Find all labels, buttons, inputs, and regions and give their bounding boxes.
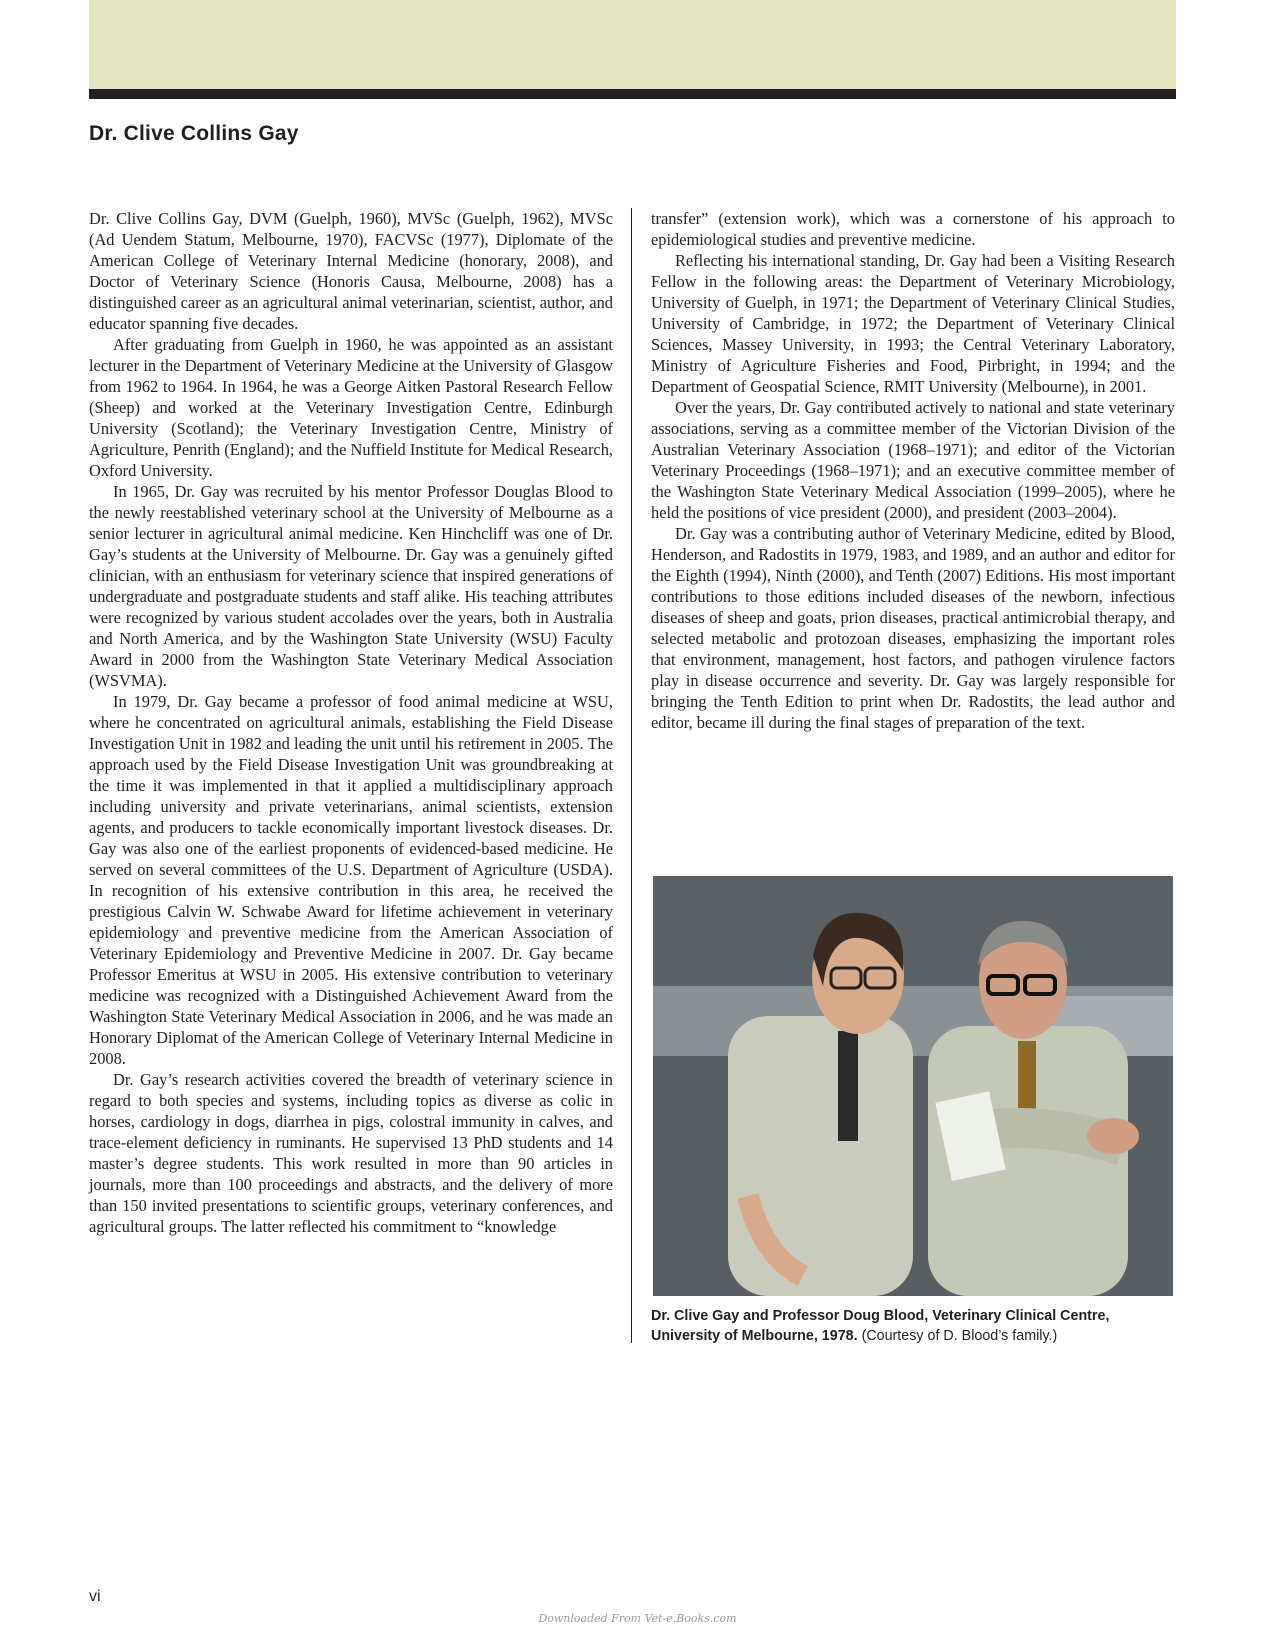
caption-credit: (Courtesy of D. Blood’s family.) [861, 1328, 1058, 1344]
header-color-band [89, 0, 1176, 89]
header-rule [89, 89, 1176, 99]
right-column [651, 208, 1175, 733]
paragraph: Over the years, Dr. Gay contributed actively to national and state veterinary associations, serving as a committee member of the Victorian Division of the Australian Veterinary Association (1968–1971); and editor of the Victorian Veterinary Proceedings (1968–1971); and an executive committee member of the Washington State Veterinary Medical Association (1999–2005), where he held the positions of vice president (2000), and president (2003–2004). [651, 398, 1175, 522]
download-watermark: Downloaded From Vet-e.Books.com [538, 1612, 737, 1625]
paragraph: In 1965, Dr. Gay was recruited by his mentor Professor Douglas Blood to the newly reestablished veterinary school at the University of Melbourne as a senior lecturer in agricultural animal medicine. Ken Hinchcliff was one of Dr. Gay’s students at the University of Melbourne. Dr. Gay was a genuinely gifted clinician, with an enthusiasm for veterinary science that inspired generations of undergraduate and postgraduate students and staff alike. His teaching attributes were recognized by various student accolades over the years, both in Australia and North America, and by the Washington State University (WSU) Faculty Award in 2000 from the Washington State Veterinary Medical Association (WSVMA). [89, 482, 613, 690]
page-title: Dr. Clive Collins Gay [89, 122, 299, 145]
paragraph: transfer” (extension work), which was a cornerstone of his approach to epidemiological studies and preventive medicine. [651, 209, 1175, 249]
paragraph: In 1979, Dr. Gay became a professor of food animal medicine at WSU, where he concentrated on agricultural animals, establishing the Field Disease Investigation Unit in 1982 and leading the unit until his retirement in 2005. The approach used by the Field Disease Investigation Unit was groundbreaking at the time it was implemented in that it applied a multidisciplinary approach including university and private veterinarians, animal scientists, extension agents, and producers to tackle economically important livestock diseases. Dr. Gay was also one of the earliest proponents of evidenced-based medicine. He served on several committees of the U.S. Department of Agriculture (USDA). In recognition of his extensive contribution in this area, he received the prestigious Calvin W. Schwabe Award for lifetime achievement in veterinary epidemiology and preventive medicine from the American Association of Veterinary Epidemiology and Preventive Medicine in 2007. Dr. Gay became Professor Emeritus at WSU in 2005. His extensive contribution to veterinary medicine was recognized with a Distinguished Achievement Award from the Washington State Veterinary Medical Association in 2006, and he was made an Honorary Diplomat of the American College of Veterinary Internal Medicine in 2008. [89, 692, 613, 1068]
caption-title: Dr. Clive Gay and Professor Doug Blood, Veterinary Clinical Centre, University of Melbourne, 1978. [651, 1308, 1110, 1344]
paragraph: Dr. Clive Collins Gay, DVM (Guelph, 1960), MVSc (Guelph, 1962), MVSc (Ad Uendem Statum, Melbourne, 1970), FACVSc (1977), Diplomate of the American College of Veterinary Internal Medicine (honorary, 2008), and Doctor of Veterinary Science (Honoris Causa, Melbourne, 2008) has a distinguished career as an agricultural animal veterinarian, scientist, author, and educator spanning five decades. [89, 209, 613, 333]
figure-caption [651, 1306, 1181, 1346]
paragraph: Dr. Gay was a contributing author of Veterinary Medicine, edited by Blood, Henderson, and Radostits in 1979, 1983, and 1989, and an author and editor for the Eighth (1994), Ninth (2000), and Tenth (2007) Editions. His most important contributions to those editions included diseases of the newborn, infectious diseases of sheep and goats, prion diseases, practical antimicrobial therapy, and selected metabolic and protozoan diseases, emphasizing the important roles that environment, management, host factors, and pathogen virulence factors play in disease occurrence and severity. Dr. Gay was largely responsible for bringing the Tenth Edition to print when Dr. Radostits, the lead author and editor, became ill during the final stages of preparation of the text. [651, 524, 1175, 732]
paragraph: Reflecting his international standing, Dr. Gay had been a Visiting Research Fellow in the following areas: the Department of Veterinary Microbiology, University of Guelph, in 1971; the Department of Veterinary Clinical Studies, University of Cambridge, in 1972; the Department of Veterinary Clinical Sciences, Massey University, in 1993; the Central Veterinary Laboratory, Ministry of Agriculture Fisheries and Food, Pirbright, in 1994; and the Department of Geospatial Science, RMIT University (Melbourne), in 2001. [651, 251, 1175, 396]
photo-illustration [653, 876, 1173, 1296]
paragraph: Dr. Gay’s research activities covered the breadth of veterinary science in regard to both species and systems, including topics as diverse as colic in horses, cardiology in dogs, diarrhea in pigs, colostral immunity in calves, and trace-element deficiency in ruminants. He supervised 13 PhD students and 14 master’s degree students. This work resulted in more than 90 articles in journals, more than 100 proceedings and abstracts, and the delivery of more than 150 invited presentations to scientific groups, veterinary conferences, and agricultural groups. The latter reflected his commitment to “knowledge [89, 1070, 613, 1236]
photo-two-veterinarians [653, 876, 1173, 1296]
left-column [89, 208, 613, 1237]
column-divider [631, 208, 632, 1343]
paragraph: After graduating from Guelph in 1960, he was appointed as an assistant lecturer in the Department of Veterinary Medicine at the University of Glasgow from 1962 to 1964. In 1964, he was a George Aitken Pastoral Research Fellow (Sheep) and worked at the Veterinary Investigation Centre, Edinburgh University (Scotland); the Veterinary Investigation Centre, Ministry of Agriculture, Penrith (England); and the Nuffield Institute for Medical Research, Oxford University. [89, 335, 613, 480]
page-number: vi [89, 1588, 101, 1605]
